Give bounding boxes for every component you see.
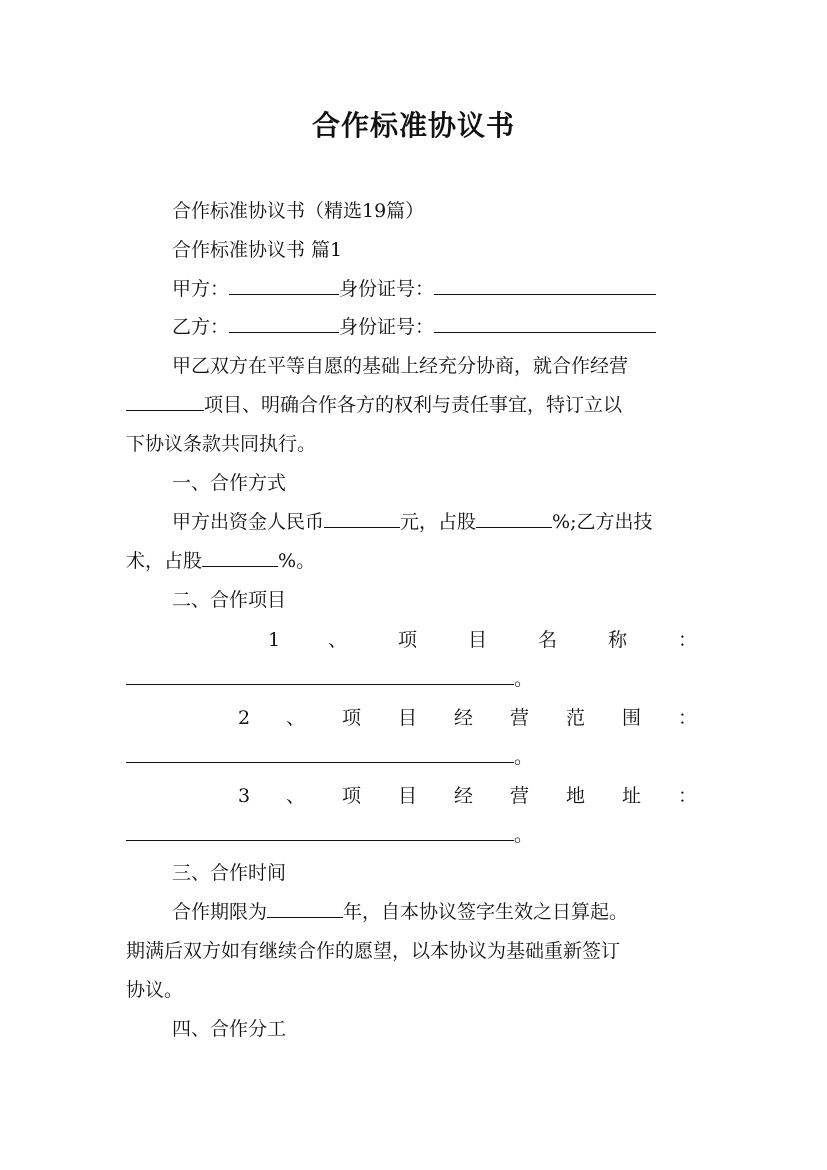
- item-1-number: 1: [268, 629, 281, 651]
- item-3-colon: ：: [678, 785, 698, 807]
- project-scope-blank-line: [126, 744, 533, 770]
- section-title: 合作标准协议书 篇1: [172, 239, 343, 261]
- amount-blank: [324, 509, 400, 528]
- item-2-sep: 、: [286, 707, 306, 729]
- term-line-1: [172, 899, 628, 925]
- item-2-char: 范: [566, 707, 586, 729]
- intro-line-1: 甲乙双方在平等自愿的基础上经充分协商，就合作经营: [172, 355, 629, 377]
- intro-line-2: [126, 392, 622, 418]
- heading-3: 三、合作时间: [172, 862, 287, 884]
- item-1-char: 项: [398, 629, 418, 651]
- subtitle: 合作标准协议书（精选19篇）: [172, 200, 425, 222]
- item-2-colon: ：: [678, 707, 698, 729]
- term-text-a: 合作期限为: [172, 901, 268, 923]
- investment-text-c: %;乙方出技: [552, 511, 653, 533]
- item-3-char: 营: [510, 785, 530, 807]
- party-a-line: [172, 276, 656, 302]
- term-line-3: 协议。: [126, 979, 184, 1001]
- party-b-name-blank: [229, 314, 339, 333]
- heading-2: 二、合作项目: [172, 589, 287, 611]
- intro-line-2-text: 项目、明确合作各方的权利与责任事宜，特订立以: [204, 394, 623, 416]
- investment-text-a: 甲方出资金人民币: [172, 511, 325, 533]
- item-3-sep: 、: [286, 785, 306, 807]
- item-1-sep: 、: [328, 629, 348, 651]
- party-a-name-blank: [229, 276, 339, 295]
- investment-line-1: [172, 509, 653, 535]
- term-years-blank: [267, 899, 343, 918]
- term-line-2: 期满后双方如有继续合作的愿望，以本协议为基础重新签订: [126, 940, 621, 962]
- project-name-blank: [126, 666, 514, 685]
- party-a-id-blank: [434, 276, 656, 295]
- end-mark: 。: [514, 824, 534, 846]
- item-2-number: 2: [238, 707, 251, 729]
- item-2-char: 目: [398, 707, 418, 729]
- item-2-char: 项: [342, 707, 362, 729]
- document-title: 合作标准协议书: [311, 109, 515, 142]
- party-b-line: [172, 314, 656, 340]
- share-b-blank: [202, 548, 278, 567]
- heading-1: 一、合作方式: [172, 472, 287, 494]
- party-b-id-label: 身份证号：: [339, 316, 435, 338]
- item-1-char: 称: [608, 629, 628, 651]
- item-3-char: 目: [398, 785, 418, 807]
- item-3-char: 址: [622, 785, 642, 807]
- party-a-id-label: 身份证号：: [339, 278, 435, 300]
- intro-line-3: 下协议条款共同执行。: [126, 433, 317, 455]
- item-2-char: 经: [454, 707, 474, 729]
- project-scope-blank: [126, 744, 514, 763]
- party-b-label: 乙方：: [172, 316, 230, 338]
- item-2-char: 围: [622, 707, 642, 729]
- party-b-id-blank: [434, 314, 656, 333]
- party-a-label: 甲方：: [172, 278, 230, 300]
- item-3-char: 地: [566, 785, 586, 807]
- end-mark: 。: [514, 668, 534, 690]
- item-1-char: 名: [538, 629, 558, 651]
- item-2-char: 营: [510, 707, 530, 729]
- project-address-blank: [126, 822, 514, 841]
- item-1-colon: ：: [678, 629, 698, 651]
- heading-4: 四、合作分工: [172, 1018, 287, 1040]
- end-mark: 。: [514, 746, 534, 768]
- share-a-blank: [476, 509, 552, 528]
- investment-text-d: 术，占股: [126, 550, 203, 572]
- project-blank: [126, 392, 204, 411]
- term-text-b: 年，自本协议签字生效之日算起。: [343, 901, 629, 923]
- investment-text-e: %。: [278, 550, 316, 572]
- project-name-blank-line: [126, 666, 533, 692]
- investment-line-2: [126, 548, 315, 574]
- investment-text-b: 元，占股: [400, 511, 477, 533]
- item-3-number: 3: [238, 785, 251, 807]
- item-3-char: 项: [342, 785, 362, 807]
- item-1-char: 目: [468, 629, 488, 651]
- project-address-blank-line: [126, 822, 533, 848]
- item-3-char: 经: [454, 785, 474, 807]
